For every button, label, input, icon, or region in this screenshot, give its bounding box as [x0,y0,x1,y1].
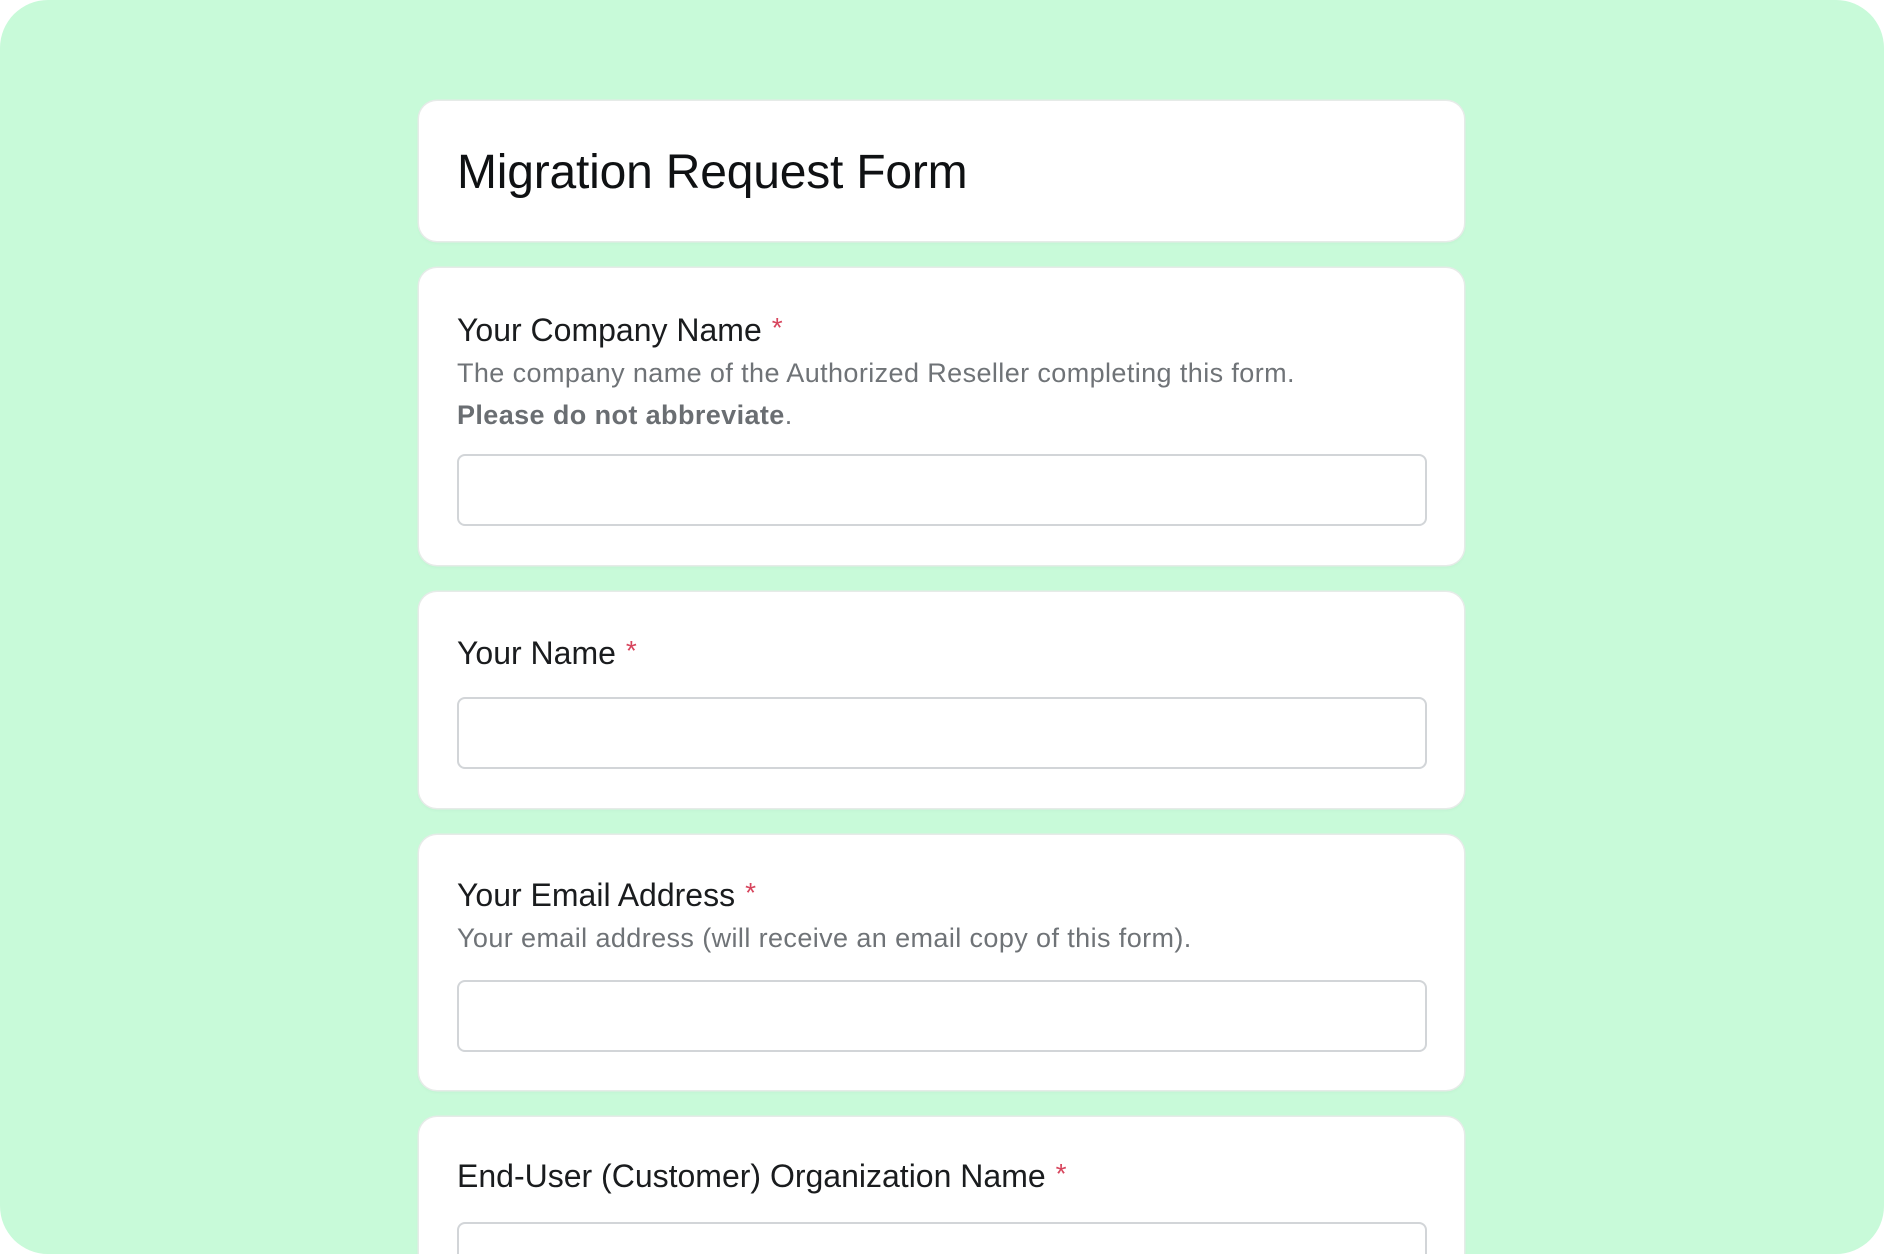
your-name-label-text: Your Name [457,635,616,671]
company-name-label [457,310,783,352]
organization-name-label-text: End-User (Customer) Organization Name [457,1158,1046,1194]
field-card-company-name [419,268,1464,565]
company-name-description: The company name of the Authorized Reseller completing this form. [457,358,1295,388]
email-address-input[interactable] [457,980,1427,1052]
form-header-card [419,101,1464,241]
company-name-note-bold: Please do not abbreviate [457,400,785,430]
field-card-organization-name [419,1117,1464,1254]
organization-name-label [457,1156,1067,1198]
your-name-label [457,633,637,675]
company-name-note [457,394,793,436]
email-address-label-text: Your Email Address [457,877,736,913]
field-card-your-name [419,592,1464,808]
email-address-label [457,875,756,917]
required-marker: * [1055,1158,1067,1189]
form-title: Migration Request Form [457,146,968,199]
organization-name-input[interactable] [457,1222,1427,1254]
company-name-note-suffix: . [784,400,793,430]
email-address-description: Your email address (will receive an email copy of this form). [457,923,1192,953]
field-card-email-address [419,835,1464,1090]
required-marker: * [625,635,637,666]
required-marker: * [771,312,783,343]
company-name-label-text: Your Company Name [457,312,762,348]
your-name-input[interactable] [457,697,1427,769]
company-name-input[interactable] [457,454,1427,526]
required-marker: * [745,877,756,908]
